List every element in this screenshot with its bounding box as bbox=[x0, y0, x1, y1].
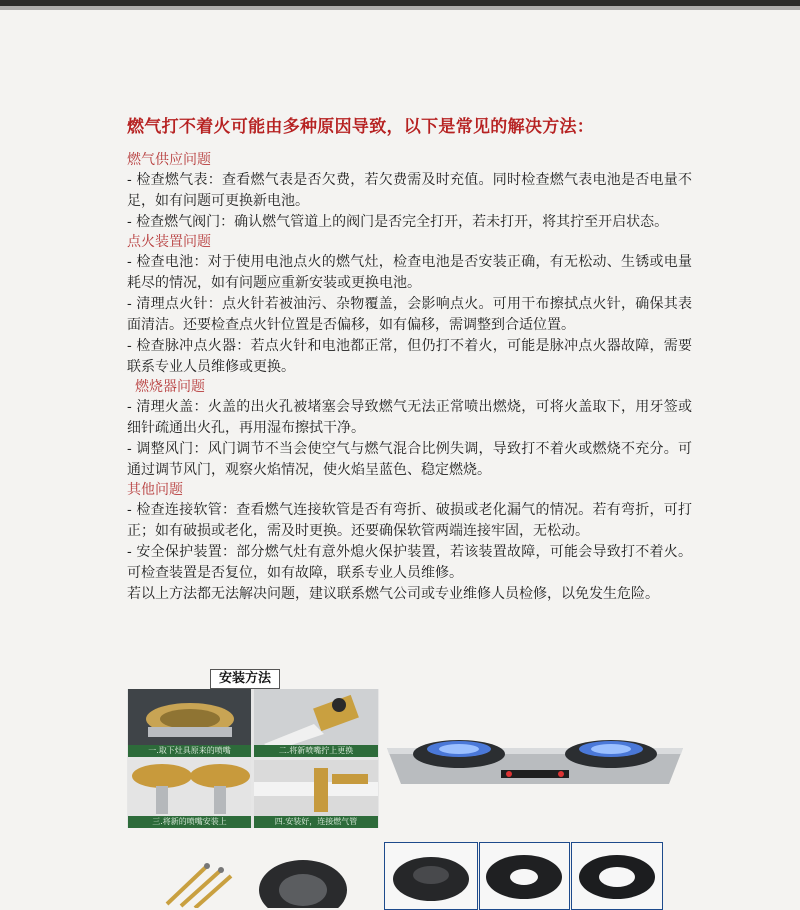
section-heading-gas-supply: 燃气供应问题 bbox=[127, 152, 211, 168]
install-method-label: 安装方法 bbox=[210, 669, 280, 689]
install-caption-3: 三.将新的喷嘴安装上 bbox=[128, 816, 251, 828]
install-photo-1 bbox=[128, 689, 251, 757]
burner-cap-image-2 bbox=[479, 842, 570, 910]
section-heading-burner: 燃烧器问题 bbox=[135, 379, 205, 395]
section-heading-other: 其他问题 bbox=[127, 482, 183, 498]
list-item: - 清理火盖：火盖的出火孔被堵塞会导致燃气无法正常喷出燃烧，可将火盖取下，用牙签或细针疏通出火孔，再用湿布擦拭干净。 bbox=[127, 399, 692, 436]
list-item: - 检查燃气阀门：确认燃气管道上的阀门是否完全打开，若未打开，将其拧至开启状态。 bbox=[127, 214, 669, 230]
burner-ring-illustration bbox=[255, 846, 350, 908]
install-photo-2 bbox=[254, 689, 378, 757]
list-item: - 清理点火针：点火针若被油污、杂物覆盖，会影响点火。可用干布擦拭点火针，确保其表面清洁。还要检查点火针位置是否偏移，如有偏移，需调整到合适位置。 bbox=[127, 296, 692, 333]
burner-cap-image-3 bbox=[571, 842, 663, 910]
list-item: - 检查电池：对于使用电池点火的燃气灶，检查电池是否安装正确，有无松动、生锈或电量耗尽的情况，如有问题应重新安装或更换电池。 bbox=[127, 254, 692, 291]
needles-illustration bbox=[127, 846, 249, 908]
burner-ring-image bbox=[255, 846, 350, 908]
section-heading-ignition: 点火装置问题 bbox=[127, 234, 211, 250]
burner-cap-illustration-1 bbox=[385, 843, 477, 909]
list-item: - 调整风门：风门调节不当会使空气与燃气混合比例失调，导致打不着火或燃烧不充分。可通过调节风门，观察火焰情况，使火焰呈蓝色、稳定燃烧。 bbox=[127, 441, 692, 478]
install-caption-2: 二.将新喷嘴拧上更换 bbox=[254, 745, 378, 757]
burner-cap-illustration-2 bbox=[480, 843, 569, 909]
list-item: - 检查连接软管：查看燃气连接软管是否有弯折、破损或老化漏气的情况。若有弯折，可打正；如有破损或老化，需及时更换。还要确保软管两端连接牢固，无松动。 bbox=[127, 502, 692, 539]
top-edge-shadow bbox=[0, 6, 800, 10]
stove-illustration bbox=[383, 724, 687, 790]
burner-cap-image-1 bbox=[384, 842, 478, 910]
install-caption-1: 一.取下灶具原来的喷嘴 bbox=[128, 745, 251, 757]
list-item: - 安全保护装置：部分燃气灶有意外熄火保护装置，若该装置故障，可能会导致打不着火。可检查装置是否复位，如有故障，联系专业人员维修。 bbox=[127, 544, 692, 581]
article bbox=[127, 112, 692, 605]
list-item: - 检查脉冲点火器：若点火针和电池都正常，但仍打不着火，可能是脉冲点火器故障，需要联系专业人员维修或更换。 bbox=[127, 338, 692, 375]
page-title: 燃气打不着火可能由多种原因导致，以下是常见的解决方法： bbox=[127, 117, 595, 137]
closing-note: 若以上方法都无法解决问题，建议联系燃气公司或专业维修人员检修，以免发生危险。 bbox=[127, 586, 659, 602]
gas-stove-image bbox=[383, 724, 687, 790]
install-photo-3 bbox=[128, 760, 251, 828]
list-item: - 检查燃气表：查看燃气表是否欠费，若欠费需及时充值。同时检查燃气表电池是否电量不足，如有问题可更换新电池。 bbox=[127, 172, 692, 209]
burner-cap-illustration-3 bbox=[572, 843, 662, 909]
install-caption-4: 四.安装好，连接燃气管 bbox=[254, 816, 378, 828]
ignition-needles-image bbox=[127, 846, 249, 908]
install-photo-4 bbox=[254, 760, 378, 828]
